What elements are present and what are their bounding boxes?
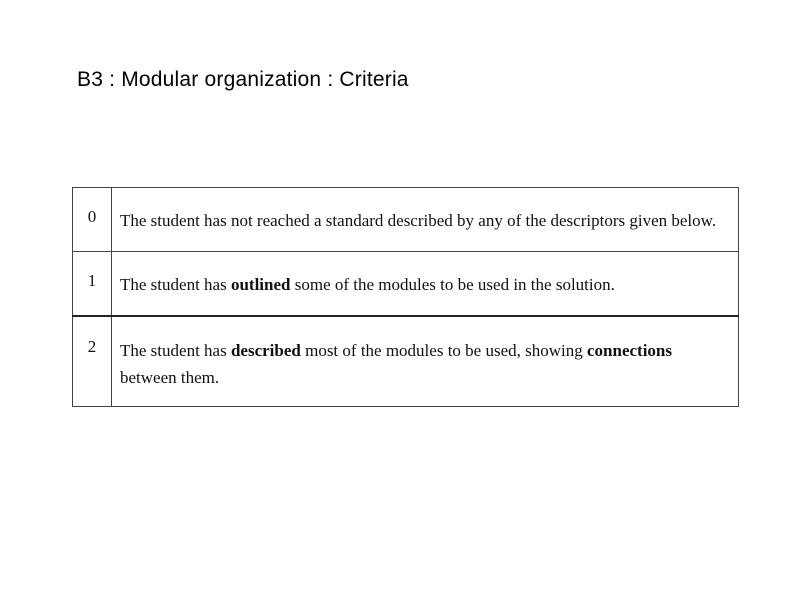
descriptor-keyword: described (230, 340, 301, 360)
level-number: 1 (73, 252, 112, 316)
level-number: 2 (73, 316, 112, 407)
descriptor-text: most of the modules to be used, showing (300, 340, 587, 360)
descriptor-text: The student has (120, 340, 231, 360)
descriptor-keyword: connections (587, 340, 672, 360)
descriptor-text: between them. (120, 367, 220, 387)
criteria-row (73, 252, 739, 316)
descriptor-text: The student has not reached a standard described by any of the descriptors given below. (120, 211, 717, 230)
criteria-row (73, 316, 739, 407)
descriptor-text: The student has (120, 275, 231, 294)
criteria-table (72, 187, 739, 407)
criteria-row (73, 188, 739, 252)
slide-title: B3 : Modular organization : Criteria (77, 68, 409, 91)
descriptor-text: some of the modules to be used in the solution. (290, 275, 615, 294)
level-descriptor (112, 316, 739, 407)
level-descriptor (112, 252, 739, 316)
level-descriptor (112, 188, 739, 252)
level-number: 0 (73, 188, 112, 252)
descriptor-keyword: outlined (230, 275, 291, 294)
